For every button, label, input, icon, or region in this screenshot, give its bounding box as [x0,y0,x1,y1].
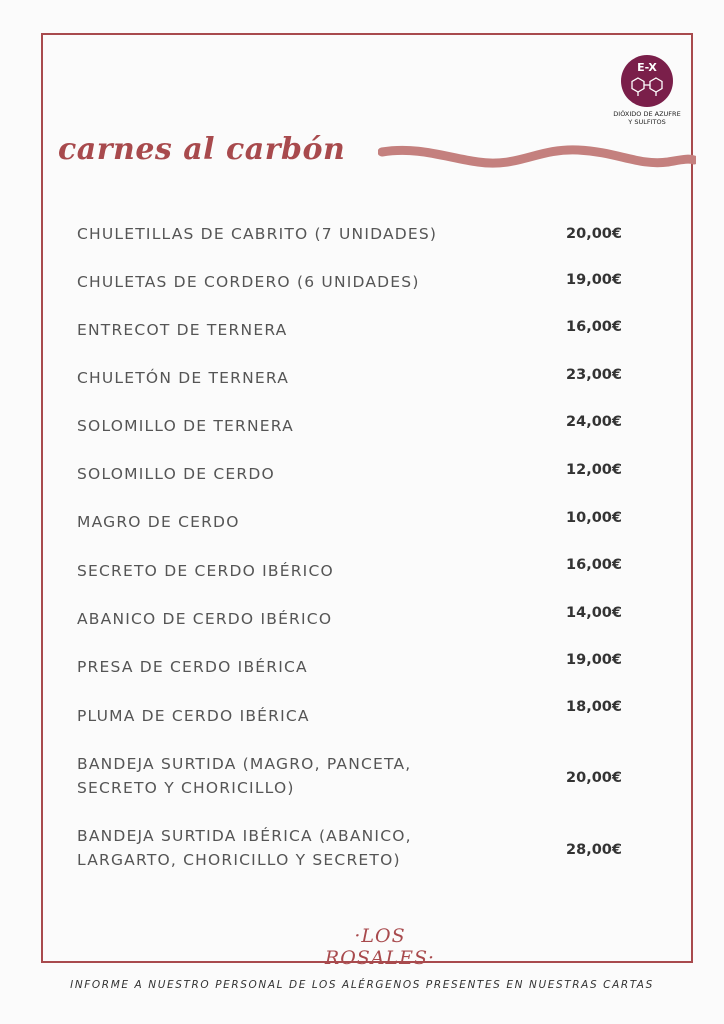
allergen-badge [603,55,691,126]
item-price: 23,00€ [566,367,622,383]
item-name [77,824,497,872]
item-name-line1: BANDEJA SURTIDA IBÉRICA (ABANICO, [77,827,412,845]
item-name [77,414,497,438]
item-price: 28,00€ [566,842,622,858]
item-name-line1: CHULETÓN DE TERNERA [77,369,290,387]
item-name-line1: CHULETILLAS DE CABRITO (7 UNIDADES) [77,225,438,243]
allergen-footer-note: INFORME A NUESTRO PERSONAL DE LOS ALÉRGENOS PRESENTES EN NUESTRAS CARTAS [70,979,654,991]
item-name-line1: CHULETAS DE CORDERO (6 UNIDADES) [77,273,420,291]
molecule-icon [630,76,664,98]
item-name-line1: PRESA DE CERDO IBÉRICA [77,658,308,676]
item-price: 19,00€ [566,652,622,668]
item-name-line1: SOLOMILLO DE TERNERA [77,417,294,435]
item-price: 20,00€ [566,226,622,242]
item-name [77,270,497,294]
item-name-line2: LARGARTO, CHORICILLO Y SECRETO) [77,851,401,869]
item-price: 18,00€ [566,699,622,715]
item-name [77,366,497,390]
item-name [77,462,497,486]
item-name [77,318,497,342]
item-name [77,607,497,631]
wave-divider [378,140,696,176]
item-name-line1: MAGRO DE CERDO [77,513,240,531]
item-name [77,559,497,583]
item-name-line1: PLUMA DE CERDO IBÉRICA [77,707,310,725]
item-name-line1: SECRETO DE CERDO IBÉRICO [77,562,334,580]
item-price: 24,00€ [566,414,622,430]
item-price: 19,00€ [566,272,622,288]
allergen-caption [603,110,691,126]
section-title: carnes al carbón [58,132,346,167]
item-name [77,704,497,728]
item-name-line1: BANDEJA SURTIDA (MAGRO, PANCETA, [77,755,412,773]
item-name [77,510,497,534]
item-price: 16,00€ [566,557,622,573]
allergen-label-line1: DIÓXIDO DE AZUFRE [613,110,681,118]
item-name [77,655,497,679]
item-name-line1: ENTRECOT DE TERNERA [77,321,288,339]
item-price: 20,00€ [566,770,622,786]
restaurant-logo: ·LOS ROSALES· [324,925,436,969]
item-name [77,222,497,246]
item-price: 10,00€ [566,510,622,526]
item-name [77,752,497,800]
allergen-label-line2: Y SULFITOS [628,118,666,126]
allergen-circle [621,55,673,107]
item-price: 16,00€ [566,319,622,335]
item-name-line1: SOLOMILLO DE CERDO [77,465,275,483]
allergen-code: E-X [637,61,657,74]
item-name-line2: SECRETO Y CHORICILLO) [77,779,295,797]
item-price: 14,00€ [566,605,622,621]
item-name-line1: ABANICO DE CERDO IBÉRICO [77,610,333,628]
item-price: 12,00€ [566,462,622,478]
